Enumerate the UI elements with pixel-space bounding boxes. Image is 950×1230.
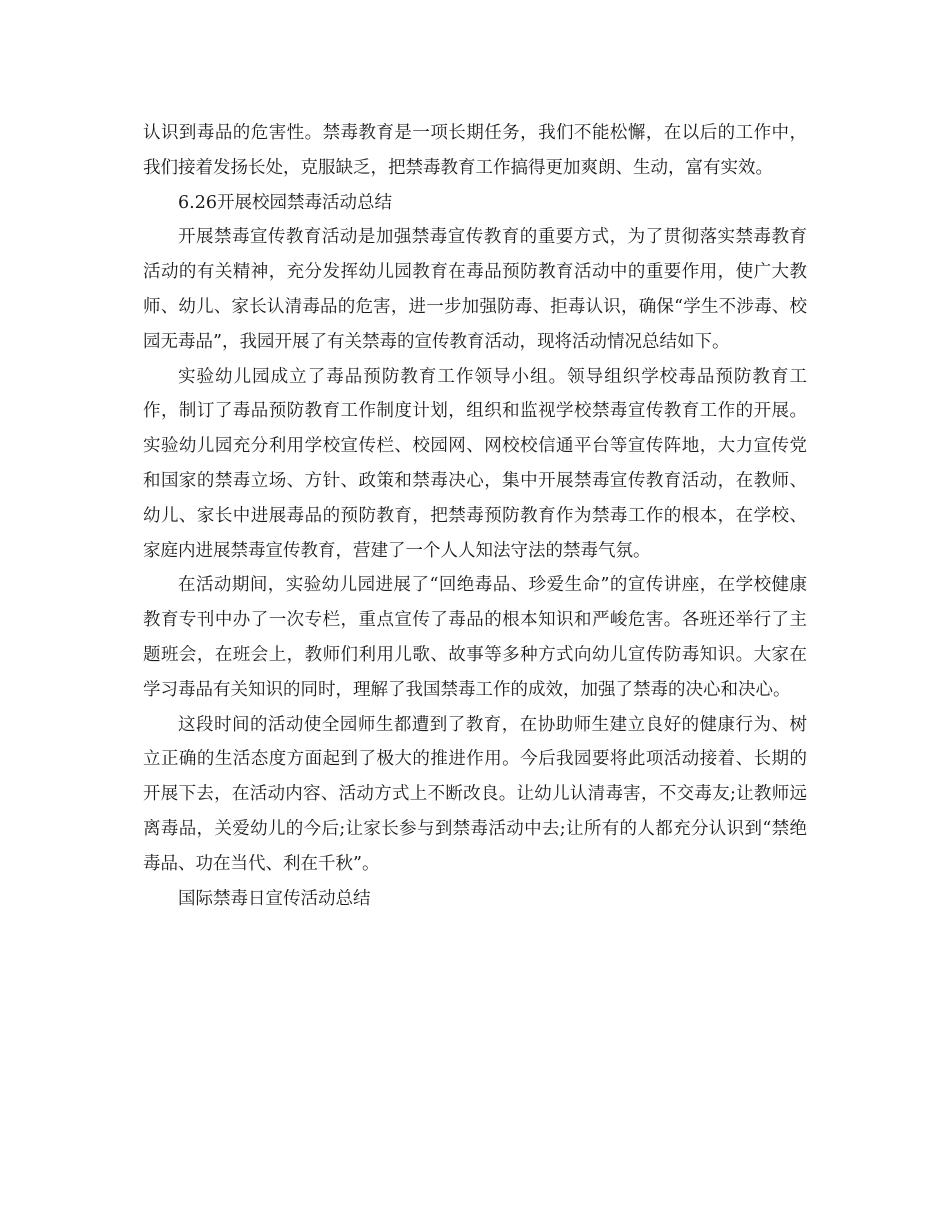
paragraph-conclusion: 这段时间的活动使全园师生都遭到了教育，在协助师生建立良好的健康行为、树立正确的生活态度方面起到了极大的推进作用。今后我园要将此项活动接着、长期的开展下去，在活动内容、活动方式上不断改良。让幼儿认清毒害，不交毒友;让教师远离毒品，关爱幼儿的今后;让家长参与到禁毒活动中去;让所有的人都充分认识到“禁绝毒品、功在当代、利在千秋”。: [143, 714, 807, 874]
paragraph-intro: 开展禁毒宣传教育活动是加强禁毒宣传教育的重要方式，为了贯彻落实禁毒教育活动的有关精神，充分发挥幼儿园教育在毒品预防教育活动中的重要作用，使广大教师、幼儿、家长认清毒品的危害，进一步加强防毒、拒毒认识，确保“学生不涉毒、校园无毒品”，我园开展了有关禁毒的宣传教育活动，现将活动情况总结如下。: [143, 227, 807, 352]
section-heading-626: 6.26开展校园禁毒活动总结: [178, 192, 392, 213]
document-body: [143, 116, 807, 916]
paragraph-continuation: 认识到毒品的危害性。禁毒教育是一项长期任务，我们不能松懈，在以后的工作中，我们接着发扬长处，克服缺乏，把禁毒教育工作搞得更加爽朗、生动，富有实效。: [143, 123, 807, 178]
paragraph-activities: 在活动期间，实验幼儿园进展了“回绝毒品、珍爱生命”的宣传讲座，在学校健康教育专刊中办了一次专栏，重点宣传了毒品的根本知识和严峻危害。各班还举行了主题班会，在班会上，教师们利用儿歌、故事等多种方式向幼儿宣传防毒知识。大家在学习毒品有关知识的同时，理解了我国禁毒工作的成效，加强了禁毒的决心和决心。: [143, 575, 807, 700]
section-heading-international: 国际禁毒日宣传活动总结: [178, 888, 371, 909]
paragraph-leadership: 实验幼儿园成立了毒品预防教育工作领导小组。领导组织学校毒品预防教育工作，制订了毒品预防教育工作制度计划，组织和监视学校禁毒宣传教育工作的开展。实验幼儿园充分利用学校宣传栏、校园网、网校校信通平台等宣传阵地，大力宣传党和国家的禁毒立场、方针、政策和禁毒决心，集中开展禁毒宣传教育活动，在教师、幼儿、家长中进展毒品的预防教育，把禁毒预防教育作为禁毒工作的根本，在学校、家庭内进展禁毒宣传教育，营建了一个人人知法守法的禁毒气氛。: [143, 366, 807, 561]
